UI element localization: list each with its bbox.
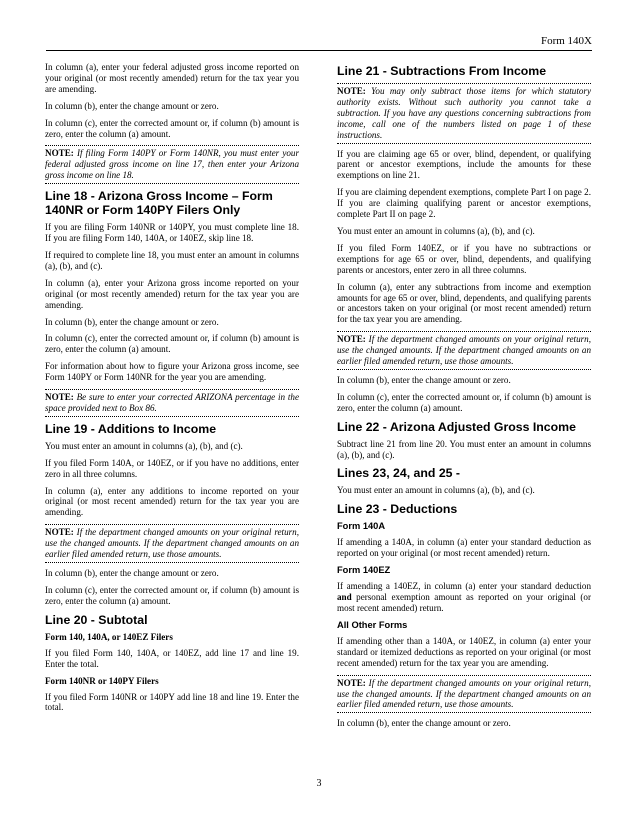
- paragraph: In column (a), enter any subtractions from income and exemption amounts for age 65 or over, blind, dependents, and qualifying parents or ancestors taken on your original (or most recent amended) return for the tax year you are amending.: [337, 281, 591, 325]
- note-box: [45, 389, 299, 417]
- line-19-heading: Line 19 - Additions to Income: [45, 421, 217, 436]
- note-text: If filing Form 140PY or Form 140NR, you must enter your federal adjusted gross income on line 17, then enter your Arizona gross income on line 18.: [45, 148, 299, 181]
- emphasis-and: and: [337, 592, 352, 603]
- paragraph: You must enter an amount in columns (a), (b), and (c).: [45, 440, 243, 451]
- note-label: NOTE:: [45, 392, 74, 403]
- note-text: Be sure to enter your corrected ARIZONA percentage in the space provided next to Box 86.: [45, 392, 299, 413]
- paragraph: In column (a), enter any additions to income reported on your original (or most recent amended) return for the tax year you are amending.: [45, 485, 299, 518]
- paragraph: If amending other than a 140A, or 140EZ, in column (a) enter your standard or itemized deductions as reported on your original (or most recent amended) return for the tax year you are amending.: [337, 635, 591, 668]
- paragraph: You must enter an amount in columns (a), (b), and (c).: [337, 225, 535, 236]
- note-label: NOTE:: [337, 334, 366, 345]
- lines-23-25-heading: Lines 23, 24, and 25 -: [337, 466, 461, 481]
- line-20-heading: Line 20 - Subtotal: [45, 612, 148, 627]
- paragraph: In column (c), enter the corrected amount or, if column (b) amount is zero, enter the column (a) amount.: [45, 584, 299, 606]
- paragraph: If you filed Form 140, 140A, or 140EZ, add line 17 and line 19. Enter the total.: [45, 647, 299, 669]
- right-column: [337, 62, 591, 735]
- line-18-heading: Line 18 - Arizona Gross Income – Form 140NR or Form 140PY Filers Only: [45, 189, 273, 218]
- paragraph: For information about how to figure your Arizona gross income, see Form 140PY or Form 140NR for the year you are amending.: [45, 361, 299, 383]
- paragraph: If you are filing Form 140NR or 140PY, you must complete line 18. If you are filing Form 140, 140A, or 140EZ, skip line 18.: [45, 222, 299, 244]
- text-run: If amending a 140EZ, in column (a) enter your standard deduction: [337, 581, 591, 592]
- paragraph: In column (a), enter your federal adjusted gross income reported on your original (or most recently amended) return for the tax year you are amending.: [45, 62, 299, 94]
- line-22-heading: Line 22 - Arizona Adjusted Gross Income: [337, 419, 576, 434]
- note-box: [337, 675, 591, 714]
- paragraph: In column (b), enter the change amount or zero.: [45, 568, 219, 578]
- left-column: [45, 62, 299, 719]
- paragraph: In column (b), enter the change amount or zero.: [337, 374, 511, 385]
- form-name: Form 140X: [540, 35, 592, 47]
- paragraph: In column (b), enter the change amount or zero.: [45, 100, 219, 111]
- paragraph: In column (c), enter the corrected amount or, if column (b) amount is zero, enter the column (a) amount.: [45, 117, 299, 139]
- note-box: [45, 524, 299, 563]
- paragraph: If you filed Form 140A, or 140EZ, or if you have no additions, enter zero in all three columns.: [45, 457, 299, 479]
- paragraph: In column (c), enter the corrected amount or, if column (b) amount is zero, enter the column (a) amount.: [45, 333, 299, 355]
- page-number: 3: [316, 778, 322, 789]
- subheading: Form 140NR or 140PY Filers: [45, 675, 159, 686]
- paragraph: In column (b), enter the change amount or zero.: [337, 718, 511, 729]
- paragraph: In column (c), enter the corrected amount or, if column (b) amount is zero, enter the column (a) amount.: [337, 391, 591, 413]
- paragraph: [337, 581, 591, 614]
- note-box: [337, 83, 591, 144]
- note-box: [337, 331, 591, 370]
- paragraph: If you filed Form 140EZ, or if you have no subtractions or exemptions for age 65 or over, blind, dependents, and qualifying parents or ancestors, enter zero in all three columns.: [337, 242, 591, 275]
- subheading: Form 140A: [337, 521, 386, 532]
- paragraph: You must enter an amount in columns (a), (b), and (c).: [337, 485, 535, 496]
- paragraph: If you filed Form 140NR or 140PY add line 18 and line 19. Enter the total.: [45, 691, 299, 713]
- page-header: [46, 34, 592, 51]
- text-run: personal exemption amount as reported on your original (or most recent amended) return.: [337, 592, 591, 613]
- note-box: [45, 145, 299, 184]
- paragraph: If you are claiming age 65 or over, blind, dependent, or qualifying parent or ancestor exemptions, include the amounts for these exemptions on line 21.: [337, 148, 591, 181]
- line-23-heading: Line 23 - Deductions: [337, 502, 458, 517]
- note-text: If the department changed amounts on your original return, use the changed amounts. If the department changed amounts on an earlier filed amended return, use those amounts.: [337, 334, 591, 367]
- paragraph: In column (a), enter your Arizona gross income reported on your original (or most recently amended) return for the tax year you are amending.: [45, 277, 299, 310]
- note-label: NOTE:: [337, 86, 366, 96]
- note-label: NOTE:: [45, 148, 74, 159]
- note-label: NOTE:: [337, 677, 366, 688]
- note-label: NOTE:: [45, 527, 74, 538]
- note-text: If the department changed amounts on your original return, use the changed amounts. If the department changed amounts on an earlier filed amended return, use those amounts.: [45, 527, 299, 560]
- paragraph: If required to complete line 18, you must enter an amount in columns (a), (b), and (c).: [45, 249, 299, 271]
- note-text: You may only subtract those items for which statutory authority exists. Without such authority you cannot take a subtraction. If you have any questions concerning subtractions from income, call one of the numbers listed on page 1 of these instructions.: [337, 86, 591, 140]
- paragraph: If amending a 140A, in column (a) enter your standard deduction as reported on your original (or most recent amended) return.: [337, 537, 591, 559]
- subheading: All Other Forms: [337, 619, 408, 630]
- subheading: Form 140, 140A, or 140EZ Filers: [45, 631, 173, 642]
- subheading: Form 140EZ: [337, 565, 391, 576]
- paragraph: Subtract line 21 from line 20. You must enter an amount in columns (a), (b), and (c).: [337, 438, 591, 460]
- line-21-heading: Line 21 - Subtractions From Income: [337, 64, 547, 78]
- paragraph: In column (b), enter the change amount or zero.: [45, 316, 219, 327]
- note-text: If the department changed amounts on your original return, use the changed amounts. If the department changed amounts on an earlier filed amended return, use those amounts.: [337, 677, 591, 710]
- paragraph: If you are claiming dependent exemptions, complete Part I on page 2. If you are claiming qualifying parent or ancestor exemptions, complete Part II on page 2.: [337, 187, 591, 220]
